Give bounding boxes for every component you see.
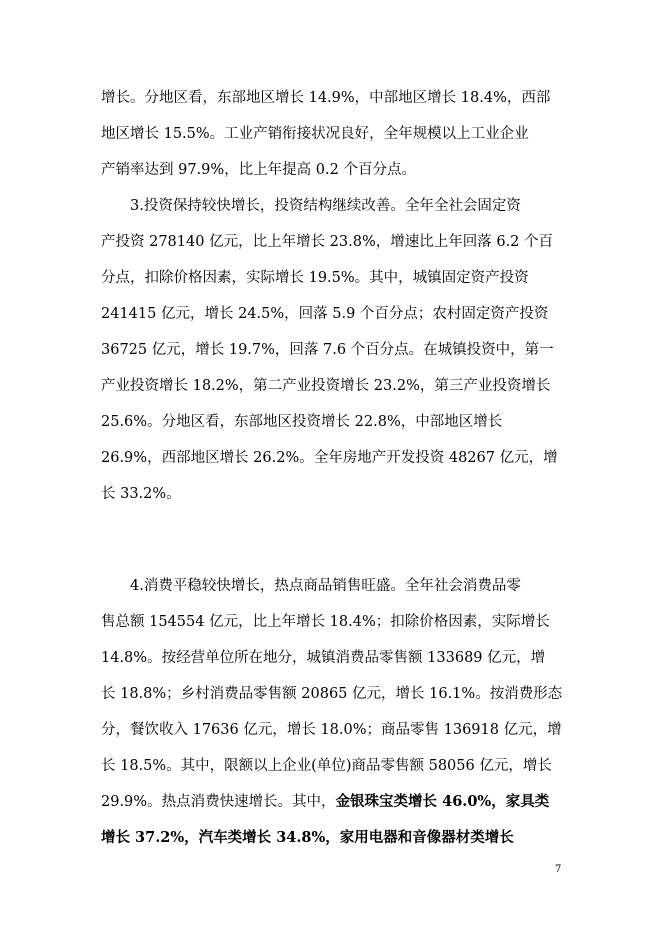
paragraph-consumption — [101, 568, 571, 856]
bold-text-line: 增长 37.2%，汽车类增长 34.8%，家用电器和音像器材类增长 — [101, 829, 514, 846]
text-line: 地区增长 15.5%。工业产销衔接状况良好，全年规模以上工业企业 — [101, 126, 529, 142]
text-line: 14.8%。按经营单位所在地分，城镇消费品零售额 133689 亿元，增 — [101, 650, 546, 666]
text-line: 产投资 278140 亿元，比上年增长 23.8%，增速比上年回落 6.2 个百 — [101, 234, 554, 250]
paragraph-industrial — [101, 80, 571, 188]
page-number: 7 — [555, 864, 562, 875]
text-line: 产业投资增长 18.2%，第二产业投资增长 23.2%，第三产业投资增长 — [101, 378, 551, 394]
text-line: 25.6%。分地区看，东部地区投资增长 22.8%，中部地区增长 — [101, 414, 503, 430]
text-line: 长 18.5%。其中，限额以上企业(单位)商品零售额 58056 亿元，增长 — [101, 758, 552, 774]
text-line: 36725 亿元，增长 19.7%，回落 7.6 个百分点。在城镇投资中，第一 — [101, 342, 554, 358]
text-line: 长 33.2%。 — [101, 486, 181, 502]
text-line: 长 18.8%；乡村消费品零售额 20865 亿元，增长 16.1%。按消费形态 — [101, 686, 563, 702]
text-run: 29.9%。热点消费快速增长。其中， — [101, 794, 336, 810]
text-line: 241415 亿元，增长 24.5%，回落 5.9 个百分点；农村固定资产投资 — [101, 306, 549, 322]
text-line — [101, 784, 571, 820]
text-line: 售总额 154554 亿元，比上年增长 18.4%；扣除价格因素，实际增长 — [101, 614, 550, 630]
text-line: 3.投资保持较快增长，投资结构继续改善。全年全社会固定资 — [130, 198, 521, 214]
text-line: 分，餐饮收入 17636 亿元，增长 18.0%；商品零售 136918 亿元，增 — [101, 722, 562, 738]
text-line: 4.消费平稳较快增长，热点商品销售旺盛。全年社会消费品零 — [130, 578, 521, 594]
bold-text-run: 金银珠宝类增长 46.0%，家具类 — [335, 793, 550, 810]
text-line: 分点，扣除价格因素，实际增长 19.5%。其中，城镇固定资产投资 — [101, 270, 529, 286]
text-line: 产销率达到 97.9%，比上年提高 0.2 个百分点。 — [101, 162, 416, 178]
paragraph-investment — [101, 188, 571, 512]
text-line: 26.9%，西部地区增长 26.2%。全年房地产开发投资 48267 亿元，增 — [101, 450, 558, 466]
text-line: 增长。分地区看，东部地区增长 14.9%，中部地区增长 18.4%，西部 — [101, 90, 551, 106]
